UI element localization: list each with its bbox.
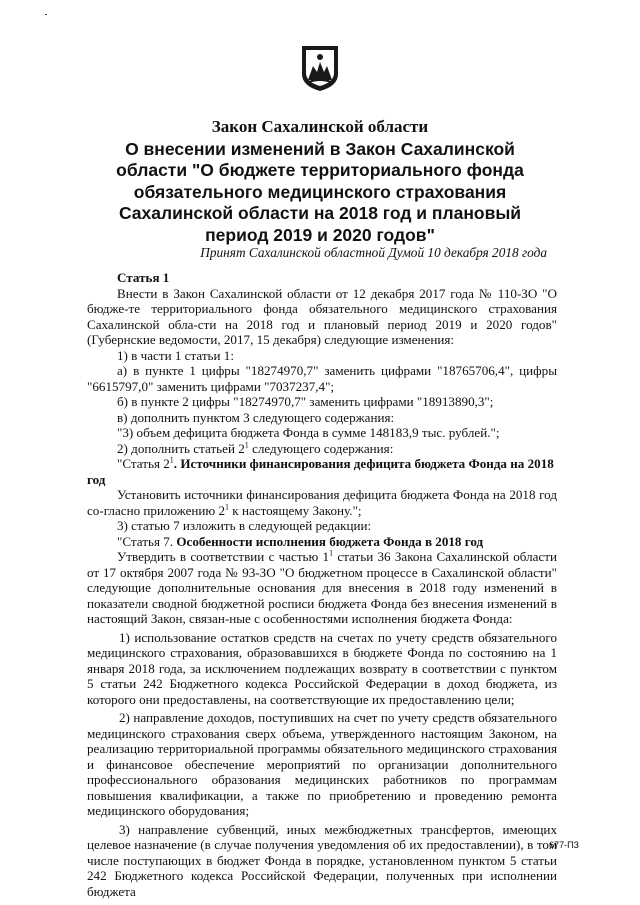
document-code: 677-ПЗ (549, 840, 579, 850)
sakhalin-coat-of-arms-icon (299, 44, 341, 92)
adoption-note: Принят Сахалинской областной Думой 10 декабря 2018 года (200, 245, 547, 260)
title-line-2: О внесении изменений в Закон Сахалинской (125, 138, 515, 159)
intro-paragraph: Внести в Закон Сахалинской области от 12 декабря 2017 года № 110-ЗО "О бюдже-те территориального фонда обязательного медицинского страхования Сахалинской обла-сти на 2018 год и плановый период 2019 и 2020 годов" (Губернские ведомости, 2017, 15 декабря) следующие изменения: (87, 285, 557, 347)
title-line-4: обязательного медицинского страхования (133, 181, 507, 202)
title-line-3: области "О бюджете территориального фонда (116, 160, 524, 180)
article-7-text (87, 549, 557, 627)
article-7-title: Особенности исполнения бюджета Фонда в 2018 год (176, 533, 484, 549)
title-line-1: Закон Сахалинской области (211, 117, 429, 136)
article-7-text-tail: статьи 36 Закона Сахалинской области от 17 октября 2007 года № 93-ЗО "О бюджетном процессе в Сахалинской области" следующие дополнительные основания для внесения в 2018 году изменений в показатели сводной бюджетной росписи бюджета Фонда без внесения изменений в настоящий Закон, связан-ные с особенностями исполнения бюджета Фонда: (87, 549, 557, 626)
article-2-1-text-tail: к настоящему Закону."; (229, 502, 362, 518)
article-2-1-title: . Источники финансирования дефицита бюджета Фонда на 2018 год (87, 456, 554, 487)
item-1c-quote: "3) объем дефицита бюджета Фонда в сумме 148183,9 тыс. рублей."; (117, 425, 500, 440)
article-7-text-main: Утвердить в соответствии с частью 1 (117, 549, 330, 564)
article-2-1-heading (87, 456, 557, 487)
title-line-6: период 2019 и 2020 годов" (205, 224, 435, 245)
article-7-heading (87, 534, 557, 550)
article-7-text-superscript: 1 (329, 548, 334, 558)
article-heading: Статья 1 (117, 270, 170, 285)
item-3: 3) статью 7 изложить в следующей редакции: (117, 518, 372, 533)
subpoint-2: 2) направление доходов, поступивших на счет по учету средств обязательного медицинского страхования сверх объема, утвержденного настоящим Законом, на реализацию территориальной программы обязательного медицинского страхования и финансовое обеспечение мероприятий по организации дополнительного профессионального образования медицинских работников по программам повышения квалификации, а также по приобретению и проведению ремонта медицинского оборудования; (87, 710, 557, 818)
title-line-5: Сахалинской области на 2018 год и плановый (118, 203, 522, 223)
article-7-label: "Статья 7. (117, 533, 177, 549)
article-2-1-text (87, 487, 557, 518)
item-2 (87, 441, 557, 457)
law-body (87, 270, 557, 899)
article-2-1-text-superscript: 1 (225, 502, 230, 512)
item-2-text: 2) дополнить статьей 2 (117, 440, 245, 456)
item-2-tail: следующего содержания: (248, 440, 394, 456)
article-2-1-text-main: Установить источники финансирования дефицита бюджета Фонда на 2018 год со-гласно приложению 2 (87, 487, 557, 518)
article-2-1-label: "Статья 2 (117, 456, 170, 471)
item-1c: в) дополнить пунктом 3 следующего содержания: (117, 409, 395, 425)
scan-speck (45, 14, 47, 15)
subpoint-1: 1) использование остатков средств на счетах по учету средств обязательного медицинского страхования, образовавшихся в бюджете Фонда по состоянию на 1 января 2018 года, за исключением подлежащих возврату в соответствии с пунктом 5 статьи 242 Бюджетного кодекса Российской Федерации в доход бюджета, из которого они предоставлены, на соответствующие их предоставлению цели; (87, 629, 557, 707)
subpoint-3: 3) направление субвенций, иных межбюджетных трансфертов, имеющих целевое назначение (в случае получения уведомления об их предоставлении), в том числе поступающих в бюджет Фонда в порядке, установленном пунктом 5 статьи 242 Бюджетного кодекса Российской Федерации, полученных при исполнении бюджета (87, 821, 557, 899)
item-1b: б) в пункте 2 цифры "18274970,7" заменить цифрами "18913890,3"; (117, 394, 494, 409)
law-title (60, 116, 580, 246)
item-1: 1) в части 1 статьи 1: (117, 347, 234, 363)
article-2-1-superscript: 1 (169, 455, 174, 465)
item-2-superscript: 1 (244, 440, 249, 450)
item-1a: а) в пункте 1 цифры "18274970,7" заменить цифрами "18765706,4", цифры "6615797,0" заменить цифрами "7037237,4"; (87, 363, 557, 394)
